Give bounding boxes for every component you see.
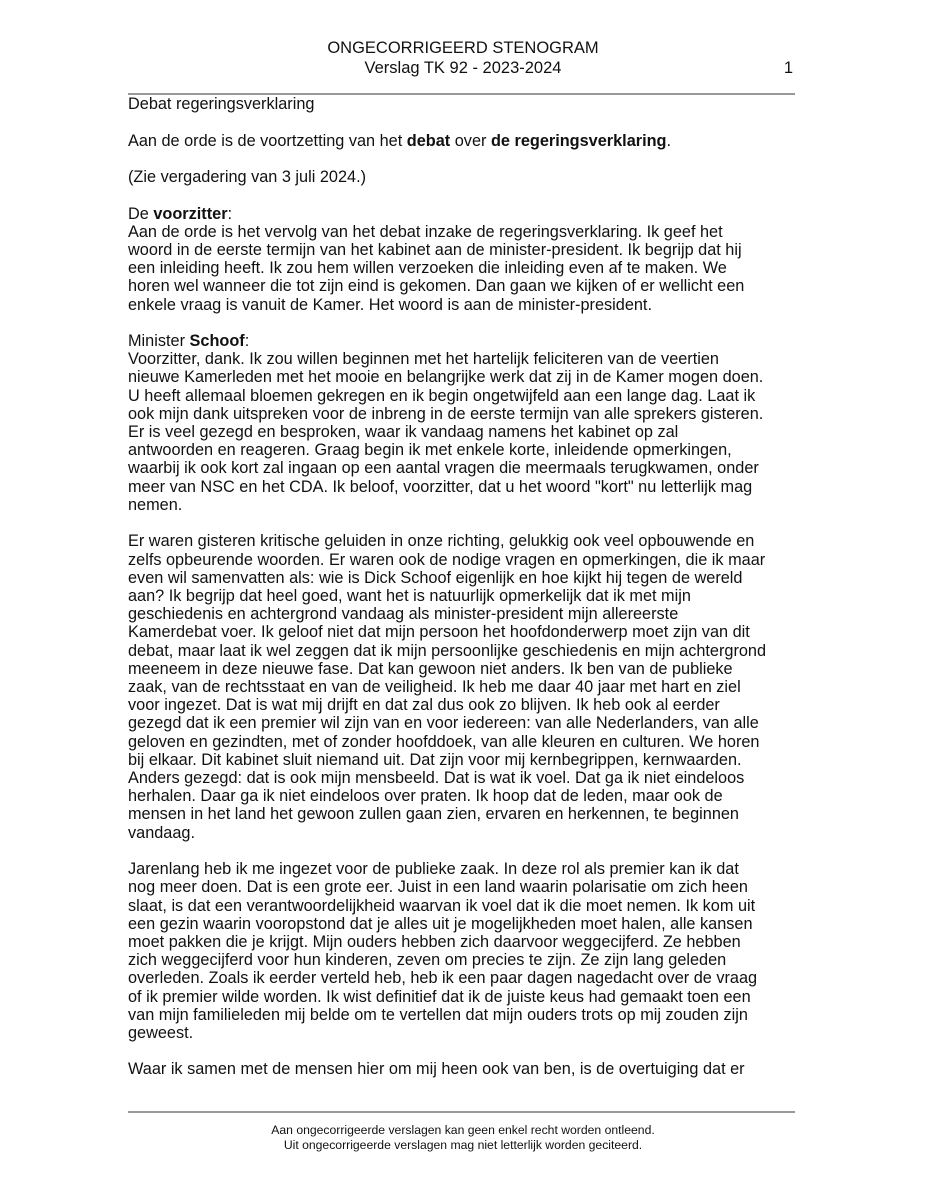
- text-line: of ik premier wilde worden. Ik wist definitief dat ik de juiste keus had gemaakt toen een: [128, 987, 751, 1006]
- text-line: geloven en gezindten, met of zonder hoofddoek, van alle kleuren en culturen. We horen: [128, 732, 760, 751]
- text-line: meer van NSC en het CDA. Ik beloof, voorzitter, dat u het woord "kort" nu letterlijk mag: [128, 477, 753, 496]
- text-line: mensen in het land het gewoon zullen gaan zien, ervaren en herkennen, te beginnen: [128, 805, 739, 824]
- agenda-line: Aan de orde is de voortzetting van het debat over de regeringsverklaring.: [128, 131, 672, 150]
- text-line: herhalen. Daar ga ik niet eindeloos over praten. Ik hoop dat de leden, maar ook de: [128, 787, 723, 806]
- text-line: gezegd dat ik een premier wil zijn van en voor iedereen: van alle Nederlanders, van alle: [128, 714, 759, 733]
- session-reference: (Zie vergadering van 3 juli 2024.): [128, 168, 367, 186]
- text-line: geschiedenis en achtergrond vandaag als minister-president mijn allereerste: [128, 605, 679, 624]
- text-line: vandaag.: [128, 823, 195, 842]
- minister-paragraph-4: [128, 1060, 808, 1078]
- text-line: voor ingezet. Dat is wat mij drijft en dat zal dus ook zo blijven. Ik heb ook al eerder: [128, 696, 720, 715]
- speaker-name: voorzitter: [153, 204, 228, 223]
- text-line: U heeft allemaal bloemen gekregen en ik begin ongetwijfeld aan een lange dag. Laat ik: [128, 386, 756, 405]
- text-line: nog meer doen. Dat is een grote eer. Juist in een land waarin polarisatie om zich heen: [128, 878, 748, 897]
- text-line: Er is veel gezegd en besproken, waar ik vandaag namens het kabinet op zal: [128, 423, 679, 442]
- text-line: Kamerdebat voer. Ik geloof niet dat mijn persoon het hoofdonderwerp moet zijn van dit: [128, 623, 750, 642]
- text-line: meeneem in deze nieuwe fase. Dat kan gewoon niet anders. Ik ben van de publieke: [128, 659, 733, 678]
- text-line: Anders gezegd: dat is ook mijn mensbeeld. Dat is wat ik voel. Dat ga ik niet eindeloos: [128, 768, 745, 787]
- text-line: Jarenlang heb ik me ingezet voor de publieke zaak. In deze rol als premier kan ik dat: [128, 860, 739, 879]
- speaker-label-chair: De voorzitter:: [128, 204, 233, 223]
- text-line: Voorzitter, dank. Ik zou willen beginnen met het hartelijk feliciteren van de veertien: [128, 350, 719, 369]
- text-line: nieuwe Kamerleden met het mooie en belangrijke werk dat zij in de Kamer mogen doen.: [128, 368, 764, 387]
- text-line: woord in de eerste termijn van het kabinet aan de minister-president. Ik begrijp dat hij: [128, 240, 742, 259]
- text-line: zaak, van de rechtsstaat en van de veiligheid. Ik heb me daar 40 jaar met hart en ziel: [128, 677, 741, 696]
- text-line: antwoorden en reageren. Graag begin ik met enkele korte, inleidende opmerkingen,: [128, 441, 732, 460]
- text-line: Waar ik samen met de mensen hier om mij heen ook van ben, is de overtuiging dat er: [128, 1060, 745, 1079]
- chair-speech: [128, 223, 808, 314]
- text-line: geweest.: [128, 1023, 194, 1042]
- text-line: nemen.: [128, 495, 183, 514]
- footer-disclaimer-2: Uit ongecorrigeerde verslagen mag niet letterlijk worden geciteerd.: [283, 1138, 643, 1152]
- text-line: zelfs opbeurende woorden. Er waren ook de nodige vragen en opmerkingen, die ik maar: [128, 550, 766, 569]
- document-title: ONGECORRIGEERD STENOGRAM: [327, 39, 599, 57]
- text-line: Er waren gisteren kritische geluiden in onze richting, gelukkig ook veel opbouwende en: [128, 532, 755, 551]
- text-line: debat, maar laat ik wel zeggen dat ik mijn persoonlijke geschiedenis en mijn achtergrond: [128, 641, 767, 660]
- text-line: waarbij ik ook kort zal ingaan op een aantal vragen die meermaals terugkwamen, onder: [128, 459, 759, 478]
- minister-paragraph-3: [128, 860, 808, 1042]
- text-line: Aan de orde is het vervolg van het debat inzake de regeringsverklaring. Ik geef het: [128, 222, 723, 241]
- text-line: moet pakken die je krijgt. Mijn ouders hebben zich daarvoor weggecijferd. Ze hebben: [128, 932, 741, 951]
- speaker-name: Schoof: [189, 332, 245, 351]
- text-line: een gezin waarin vooropstond dat je alles uit je mogelijkheden moet halen, alle kansen: [128, 914, 753, 933]
- text-line: enkele vraag is vanuit de Kamer. Het woord is aan de minister-president.: [128, 295, 652, 314]
- text-line: zich weggecijferd voor hun kinderen, zeven om precies te zijn. Ze zijn lang geleden: [128, 951, 727, 970]
- text-line: bij elkaar. Dit kabinet sluit niemand uit. Dat zijn voor mij kernbegrippen, kernwaarden.: [128, 750, 742, 769]
- footer-disclaimer-1: Aan ongecorrigeerde verslagen kan geen enkel recht worden ontleend.: [271, 1123, 655, 1137]
- minister-paragraph-2: [128, 532, 808, 841]
- page-number: 1: [783, 59, 793, 77]
- footer-divider: [128, 1111, 795, 1113]
- debate-heading: Debat regeringsverklaring: [128, 95, 315, 113]
- document-subtitle: Verslag TK 92 - 2023-2024: [364, 59, 562, 77]
- speaker-label-minister: Minister Schoof:: [128, 332, 250, 351]
- minister-paragraph-1: [128, 350, 808, 514]
- text-line: een inleiding heeft. Ik zou hem willen verzoeken die inleiding even af te maken. We: [128, 259, 727, 278]
- text-line: overleden. Zoals ik eerder verteld heb, heb ik een paar dagen nagedacht over de vraag: [128, 969, 758, 988]
- page-footer: [0, 1123, 926, 1153]
- text-line: even wil samenvatten als: wie is Dick Schoof eigenlijk en hoe kijkt hij tegen de wereld: [128, 568, 743, 587]
- text-line: slaat, is dat een verantwoordelijkheid waarvan ik voel dat ik die moet nemen. Ik kom uit: [128, 896, 756, 915]
- text-line: van mijn familieleden mij belde om te vertellen dat mijn ouders trots op mij zouden zijn: [128, 1005, 748, 1024]
- text-line: horen wel wanneer die tot zijn eind is gekomen. Dan gaan we kijken of er wellicht een: [128, 277, 745, 296]
- text-line: ook mijn dank uitspreken voor de inbreng in de eerste termijn van alle sprekers gisteren.: [128, 404, 764, 423]
- text-line: aan? Ik begrijp dat heel goed, want het is natuurlijk opmerkelijk dat ik met mijn: [128, 586, 691, 605]
- transcript-body: [128, 95, 808, 1079]
